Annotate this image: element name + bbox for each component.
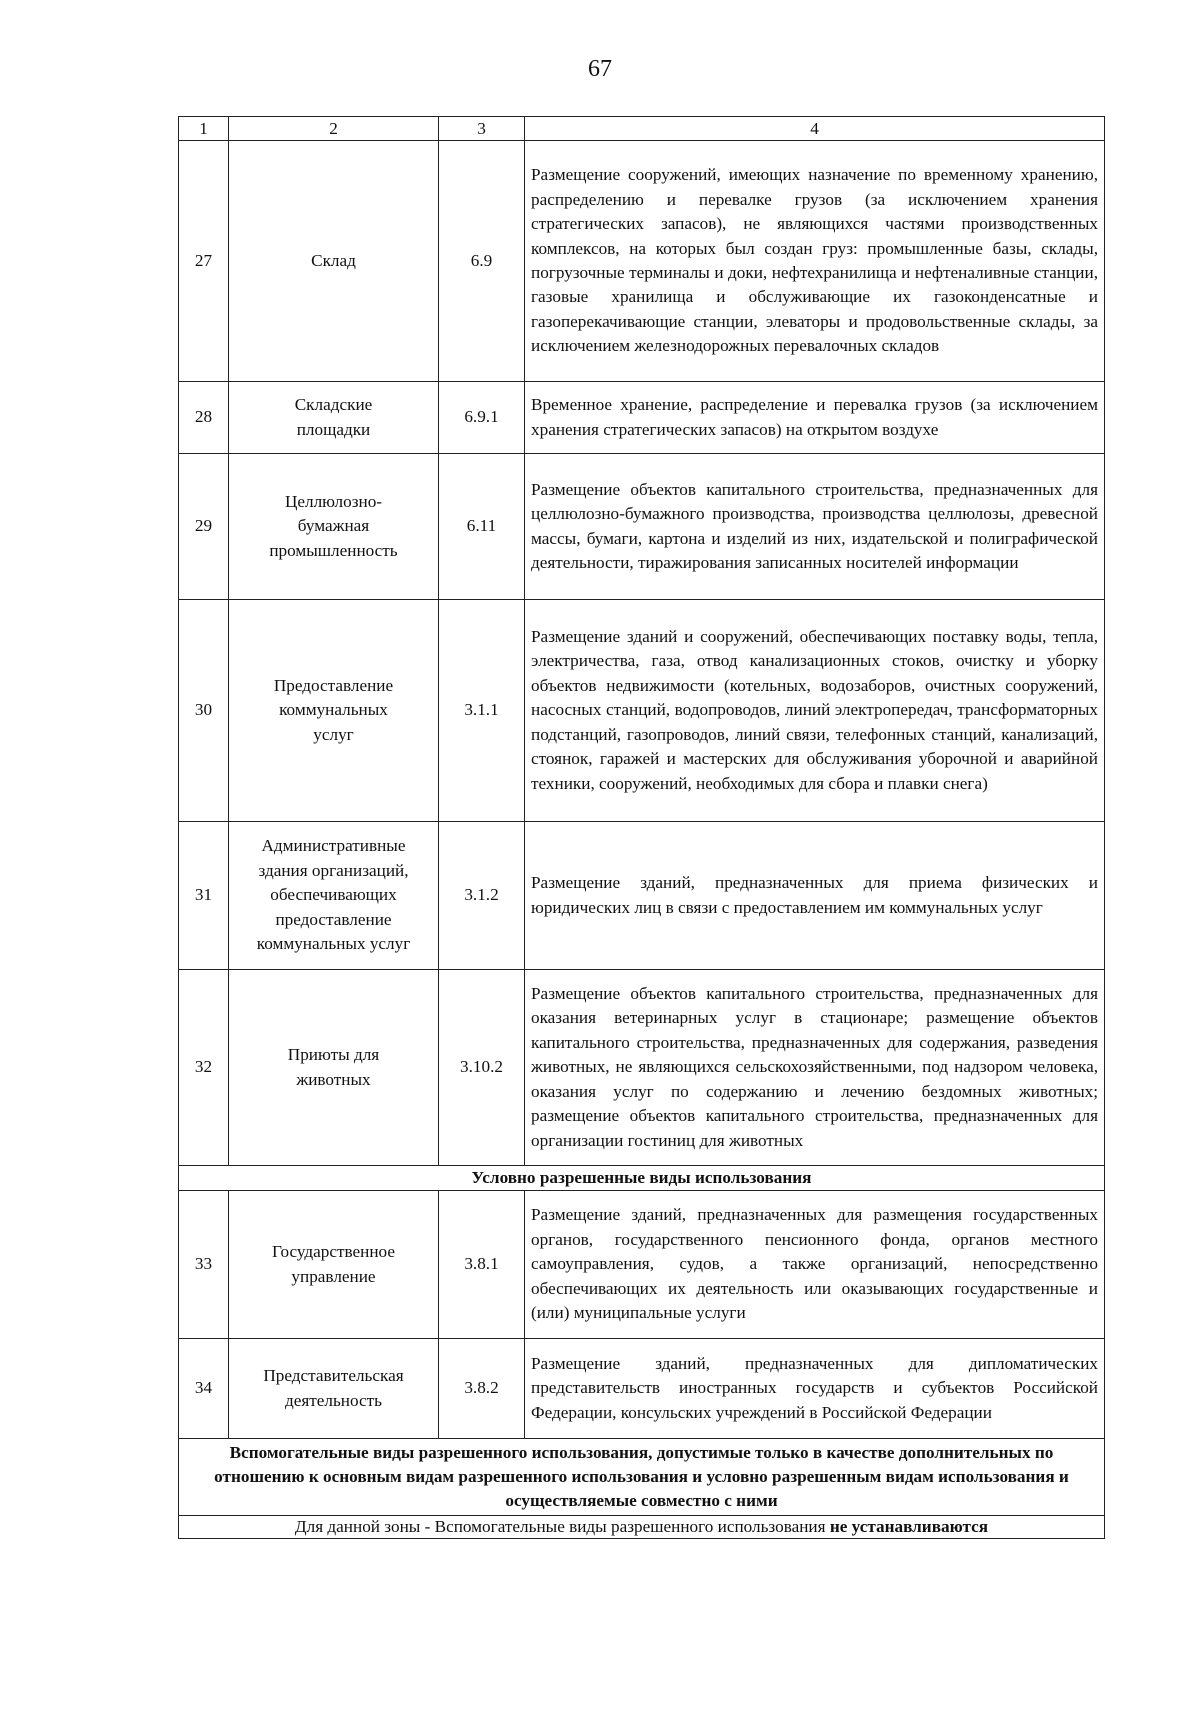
page-number: 67 xyxy=(588,56,612,82)
section-title: Условно разрешенные виды использования xyxy=(179,1166,1105,1191)
column-header: 3 xyxy=(439,117,525,141)
use-type-description: Размещение зданий, предназначенных для дипломатических представительств иностранных государств и субъектов Российской Федерации, консульских учреждений в Российской Федерации xyxy=(525,1339,1105,1439)
use-type-name: Государственное управление xyxy=(229,1191,439,1339)
use-type-name: Складские площадки xyxy=(229,382,439,454)
auxiliary-section-header xyxy=(179,1439,1105,1516)
use-type-code: 3.1.2 xyxy=(439,822,525,970)
table-row xyxy=(179,970,1105,1166)
use-type-name: Представительская деятельность xyxy=(229,1339,439,1439)
use-type-description: Размещение объектов капитального строительства, предназначенных для оказания ветеринарных услуг в стационаре; размещение объектов капитального строительства, предназначенных для содержания, разведения животных, не являющихся сельскохозяйственными, под надзором человека, оказания услуг по содержанию и лечению бездомных животных; размещение объектов капитального строительства, предназначенных для организации гостиниц для животных xyxy=(525,970,1105,1166)
row-number: 28 xyxy=(179,382,229,454)
use-type-name: Целлюлозно-бумажная промышленность xyxy=(229,454,439,600)
table-row xyxy=(179,600,1105,822)
section-title: Вспомогательные виды разрешенного использования, допустимые только в качестве дополнительных по отношению к основным видам разрешенного использования и условно разрешенным видам использования и осуществляемые совместно с ними xyxy=(179,1439,1105,1516)
row-number: 33 xyxy=(179,1191,229,1339)
use-type-code: 3.8.1 xyxy=(439,1191,525,1339)
table-row xyxy=(179,1339,1105,1439)
use-type-description: Размещение зданий и сооружений, обеспечивающих поставку воды, тепла, электричества, газа, отвод канализационных стоков, очистку и уборку объектов недвижимости (котельных, водозаборов, очистных сооружений, насосных станций, водопроводов, линий электропередач, трансформаторных подстанций, газопроводов, линий связи, телефонных станций, канализаций, стоянок, гаражей и мастерских для обслуживания уборочной и аварийной техники, сооружений, необходимых для сбора и плавки снега) xyxy=(525,600,1105,822)
use-type-description: Временное хранение, распределение и перевалка грузов (за исключением хранения стратегических запасов) на открытом воздухе xyxy=(525,382,1105,454)
use-type-name: Склад xyxy=(229,141,439,382)
use-type-code: 6.11 xyxy=(439,454,525,600)
column-header: 1 xyxy=(179,117,229,141)
final-note-row xyxy=(179,1516,1105,1539)
use-type-description: Размещение объектов капитального строительства, предназначенных для целлюлозно-бумажного производства, производства целлюлозы, древесной массы, бумаги, картона и изделий из них, издательской и полиграфической деятельности, тиражирования записанных носителей информации xyxy=(525,454,1105,600)
column-number-row xyxy=(179,117,1105,141)
use-type-code: 3.10.2 xyxy=(439,970,525,1166)
use-type-code: 6.9 xyxy=(439,141,525,382)
table-row xyxy=(179,454,1105,600)
conditional-section-header xyxy=(179,1166,1105,1191)
column-header: 4 xyxy=(525,117,1105,141)
use-type-name: Административные здания организаций, обеспечивающих предоставление коммунальных услуг xyxy=(229,822,439,970)
use-type-description: Размещение зданий, предназначенных для размещения государственных органов, государственного пенсионного фонда, органов местного самоуправления, судов, а также организаций, непосредственно обеспечивающих их деятельность или оказывающих государственные и (или) муниципальные услуги xyxy=(525,1191,1105,1339)
use-type-code: 3.8.2 xyxy=(439,1339,525,1439)
final-note-emphasis: не устанавливаются xyxy=(829,1517,989,1536)
use-type-code: 3.1.1 xyxy=(439,600,525,822)
row-number: 34 xyxy=(179,1339,229,1439)
use-type-description: Размещение зданий, предназначенных для приема физических и юридических лиц в связи с предоставлением им коммунальных услуг xyxy=(525,822,1105,970)
use-type-name: Приюты для животных xyxy=(229,970,439,1166)
row-number: 31 xyxy=(179,822,229,970)
table-row xyxy=(179,382,1105,454)
table-row xyxy=(179,141,1105,382)
row-number: 32 xyxy=(179,970,229,1166)
column-header: 2 xyxy=(229,117,439,141)
table-row xyxy=(179,1191,1105,1339)
row-number: 29 xyxy=(179,454,229,600)
use-type-code: 6.9.1 xyxy=(439,382,525,454)
use-type-description: Размещение сооружений, имеющих назначение по временному хранению, распределению и перевалке грузов (за исключением хранения стратегических запасов), не являющихся частями производственных комплексов, на которых был создан груз: промышленные базы, склады, погрузочные терминалы и доки, нефтехранилища и нефтеналивные станции, газовые хранилища и обслуживающие их газоконденсатные и газоперекачивающие станции, элеваторы и продовольственные склады, за исключением железнодорожных перевалочных складов xyxy=(525,141,1105,382)
row-number: 27 xyxy=(179,141,229,382)
use-type-name: Предоставление коммунальных услуг xyxy=(229,600,439,822)
final-note-text: Для данной зоны - Вспомогательные виды разрешенного использования xyxy=(294,1517,830,1536)
final-note xyxy=(179,1516,1105,1539)
table-row xyxy=(179,822,1105,970)
row-number: 30 xyxy=(179,600,229,822)
land-use-table xyxy=(178,116,1105,1539)
